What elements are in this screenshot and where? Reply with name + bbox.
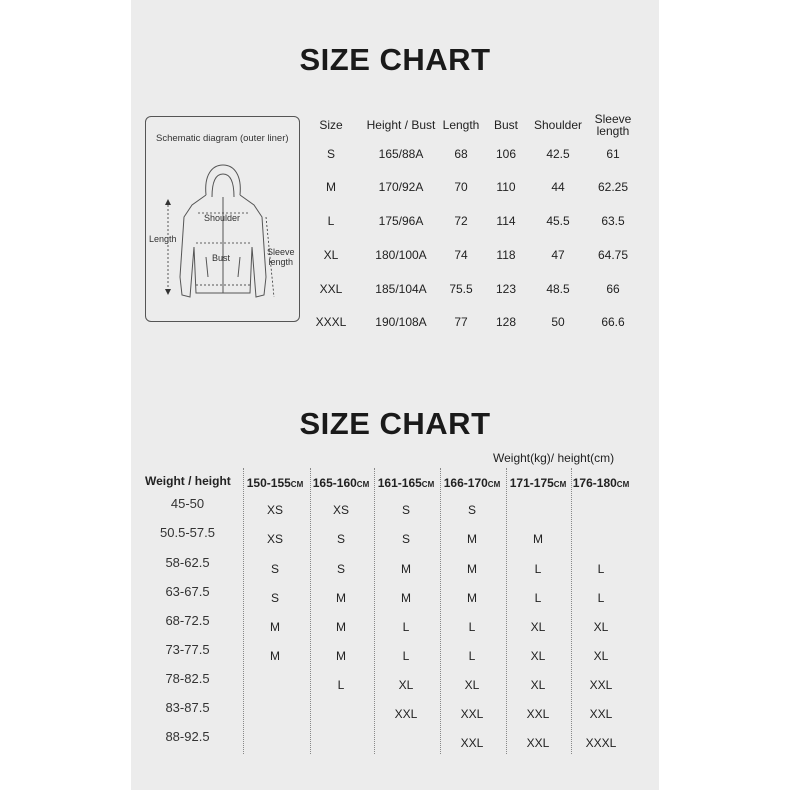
table1-cell: 190/108A: [375, 315, 427, 329]
size-cell: L: [597, 562, 605, 576]
weight-range-cell: 58-62.5: [165, 555, 210, 570]
size-chart-title-2: SIZE CHART: [299, 406, 491, 441]
size-cell: M: [467, 562, 477, 576]
weight-range-cell: 68-72.5: [165, 613, 210, 628]
size-cell: XXXL: [585, 736, 617, 750]
height-column-header: [505, 476, 571, 490]
size-cell: M: [270, 620, 280, 634]
size-cell: XXL: [589, 707, 613, 721]
table1-cell: 74: [454, 248, 468, 262]
table1-header-5: [587, 113, 639, 137]
table1-cell: S: [326, 147, 335, 161]
bust-label: Bust: [212, 253, 231, 263]
shoulder-label: Shoulder: [204, 213, 241, 223]
table1-cell: 123: [495, 282, 517, 296]
table1-cell: 106: [495, 147, 517, 161]
size-cell: XXL: [526, 707, 550, 721]
table1-cell: 66.6: [601, 315, 625, 329]
sleeve-length-label: [267, 247, 295, 267]
height-range: 161-165: [377, 476, 422, 490]
column-divider: [374, 468, 375, 754]
column-divider: [310, 468, 311, 754]
height-column-header: [568, 476, 634, 490]
table1-header-part: Sleeve: [594, 112, 632, 126]
table1-cell: 185/104A: [375, 282, 427, 296]
size-cell: XL: [593, 649, 609, 663]
size-cell: M: [270, 649, 280, 663]
height-unit: CM: [356, 480, 370, 489]
table1-cell: 70: [454, 180, 468, 194]
height-unit: CM: [290, 480, 304, 489]
table1-header-0: Size: [319, 118, 343, 132]
size-cell: XL: [464, 678, 480, 692]
size-cell: L: [468, 649, 476, 663]
table1-cell: 63.5: [601, 214, 625, 228]
height-unit: CM: [616, 480, 630, 489]
size-cell: S: [336, 532, 345, 546]
sleeve-label-line2: length: [268, 257, 294, 267]
table1-cell: 175/96A: [378, 214, 424, 228]
size-cell: L: [534, 591, 542, 605]
table1-cell: 47: [551, 248, 565, 262]
size-cell: XS: [332, 503, 349, 517]
table1-cell: XXL: [319, 282, 343, 296]
table1-header-part: length: [596, 124, 630, 138]
weight-range-cell: 88-92.5: [165, 729, 210, 744]
height-unit: CM: [487, 480, 501, 489]
size-cell: XXL: [526, 736, 550, 750]
table1-cell: 165/88A: [378, 147, 424, 161]
column-divider: [571, 468, 572, 754]
table1-cell: 64.75: [597, 248, 629, 262]
table1-cell: 180/100A: [375, 248, 427, 262]
weight-height-header: Weight / height: [145, 474, 231, 488]
height-unit: CM: [553, 480, 567, 489]
size-cell: S: [270, 562, 279, 576]
column-divider: [506, 468, 507, 754]
size-cell: XXL: [460, 707, 484, 721]
table1-cell: 110: [496, 180, 516, 194]
size-cell: L: [402, 620, 410, 634]
size-cell: XL: [530, 678, 546, 692]
table1-cell: 62.25: [597, 180, 629, 194]
size-cell: XS: [266, 532, 283, 546]
table1-cell: 45.5: [546, 214, 570, 228]
size-cell: M: [336, 620, 346, 634]
schematic-diagram: [145, 116, 300, 322]
column-divider: [243, 468, 244, 754]
size-cell: L: [468, 620, 476, 634]
sleeve-label-line1: Sleeve: [267, 247, 295, 257]
size-cell: XL: [530, 620, 546, 634]
size-cell: XXL: [460, 736, 484, 750]
height-range: 176-180: [572, 476, 617, 490]
size-cell: XL: [593, 620, 609, 634]
table1-header-3: Bust: [493, 118, 518, 132]
table1-cell: 66: [606, 282, 620, 296]
height-unit: CM: [421, 480, 435, 489]
size-cell: S: [401, 503, 410, 517]
size-cell: L: [534, 562, 542, 576]
size-cell: M: [467, 591, 477, 605]
table1-cell: L: [327, 214, 335, 228]
table1-cell: 48.5: [546, 282, 570, 296]
size-cell: XS: [266, 503, 283, 517]
table1-cell: 77: [454, 315, 468, 329]
table1-header-1: Height / Bust: [366, 118, 436, 132]
height-range: 165-160: [312, 476, 357, 490]
column-divider: [440, 468, 441, 754]
table1-cell: 50: [551, 315, 565, 329]
height-range: 166-170: [443, 476, 488, 490]
length-label: Length: [149, 234, 177, 244]
weight-range-cell: 50.5-57.5: [160, 525, 215, 540]
table1-cell: 118: [496, 248, 516, 262]
table1-cell: XXXL: [315, 315, 347, 329]
size-cell: M: [336, 649, 346, 663]
height-column-header: [373, 476, 439, 490]
height-range: 150-155: [246, 476, 291, 490]
weight-range-cell: 83-87.5: [165, 700, 210, 715]
size-chart-title: SIZE CHART: [299, 42, 491, 77]
table1-cell: M: [326, 180, 336, 194]
size-cell: XL: [398, 678, 414, 692]
size-cell: M: [533, 532, 543, 546]
height-column-header: [242, 476, 308, 490]
size-cell: S: [336, 562, 345, 576]
weight-range-cell: 63-67.5: [165, 584, 210, 599]
weight-range-cell: 45-50: [170, 496, 205, 511]
height-column-header: [308, 476, 374, 490]
size-cell: L: [402, 649, 410, 663]
table1-cell: 42.5: [546, 147, 570, 161]
size-cell: XXL: [589, 678, 613, 692]
size-cell: S: [467, 503, 476, 517]
weight-range-cell: 73-77.5: [165, 642, 210, 657]
size-cell: M: [401, 591, 411, 605]
size-cell: M: [467, 532, 477, 546]
table1-header-4: Shoulder: [533, 118, 583, 132]
table1-cell: 68: [454, 147, 468, 161]
height-column-header: [439, 476, 505, 490]
diagram-caption: Schematic diagram (outer liner): [156, 133, 289, 144]
size-cell: M: [401, 562, 411, 576]
size-cell: S: [270, 591, 279, 605]
height-range: 171-175: [509, 476, 554, 490]
weight-range-cell: 78-82.5: [165, 671, 210, 686]
table1-header-2: Length: [442, 118, 480, 132]
table1-cell: 61: [606, 147, 620, 161]
table1-cell: 44: [551, 180, 565, 194]
size-cell: L: [337, 678, 345, 692]
unit-note: Weight(kg)/ height(cm): [493, 451, 615, 465]
size-cell: M: [336, 591, 346, 605]
size-cell: L: [597, 591, 605, 605]
table1-cell: 75.5: [449, 282, 473, 296]
table1-cell: 170/92A: [378, 180, 424, 194]
table1-cell: XL: [323, 248, 339, 262]
size-cell: XL: [530, 649, 546, 663]
table1-cell: 72: [454, 214, 468, 228]
size-cell: S: [401, 532, 410, 546]
table1-cell: 114: [496, 214, 516, 228]
table1-cell: 128: [495, 315, 517, 329]
size-cell: XXL: [394, 707, 418, 721]
